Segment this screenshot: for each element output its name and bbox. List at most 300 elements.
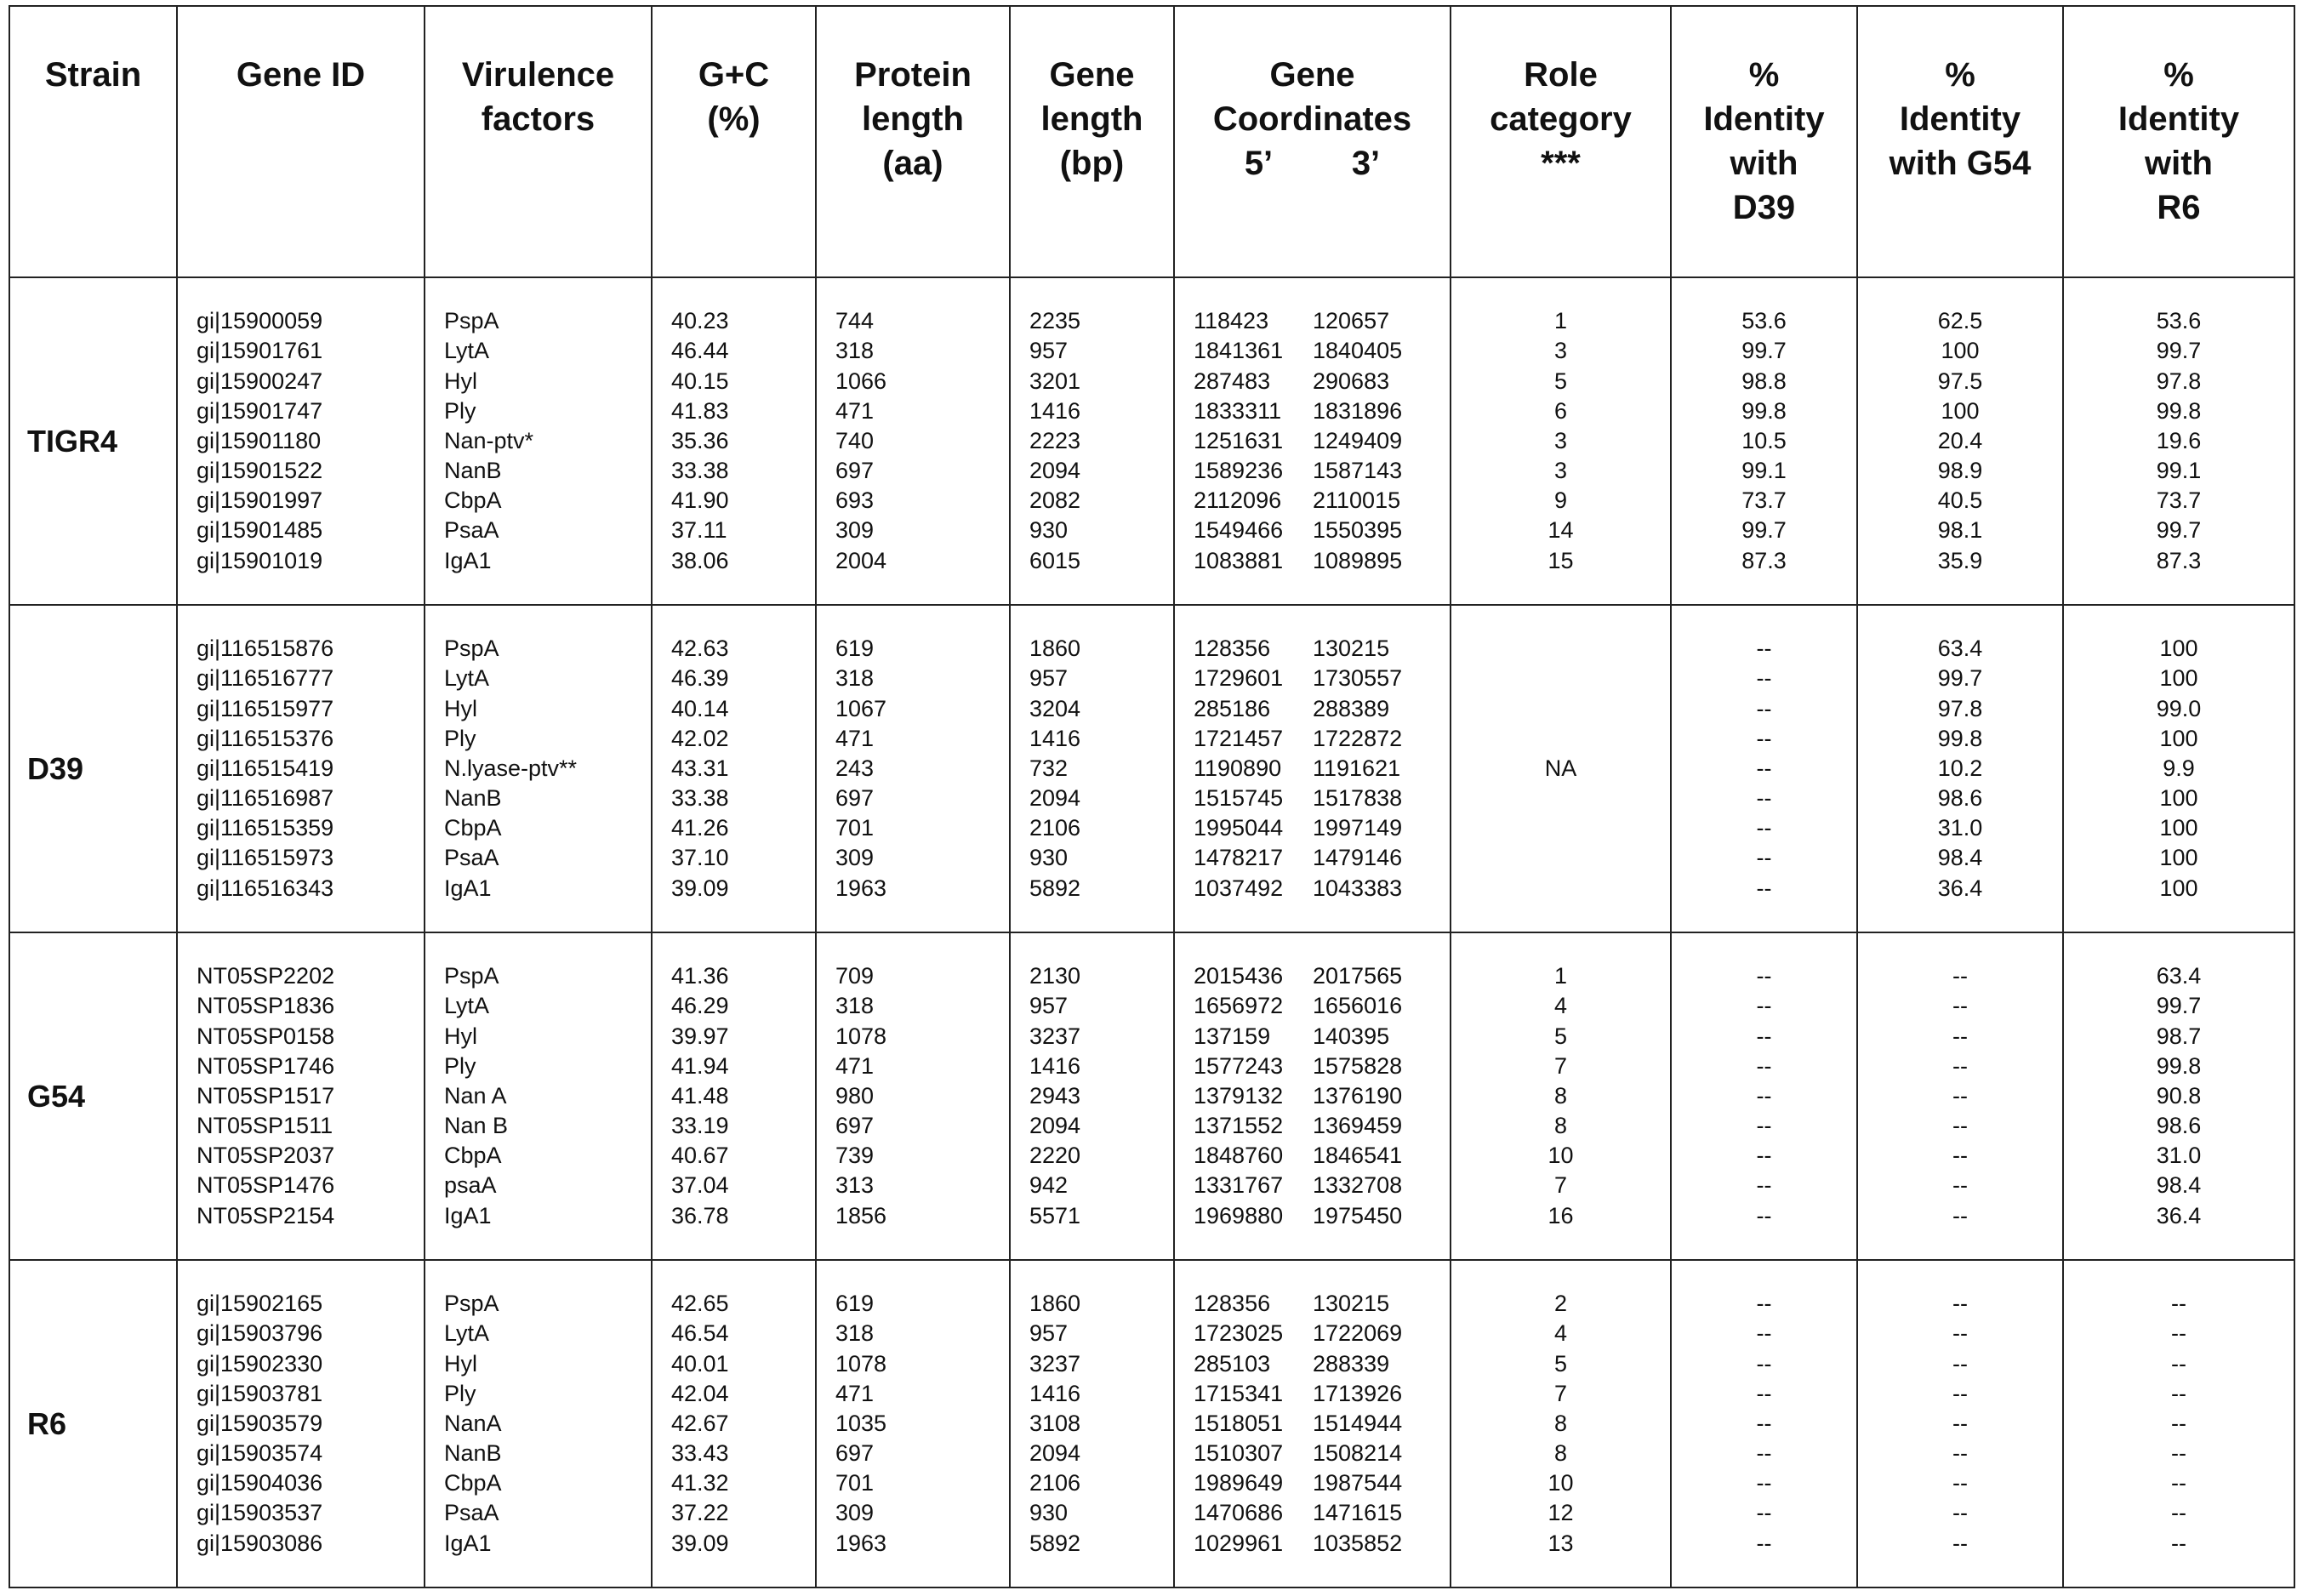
list-item: -- — [1756, 1500, 1772, 1526]
list-item: -- — [1952, 1113, 1968, 1139]
list-item: 2094 — [1029, 458, 1081, 484]
list-item: 97.5 — [1937, 368, 1983, 394]
list-item: 46.44 — [671, 338, 729, 364]
coordinate-3prime: 1587143 — [1313, 458, 1403, 484]
coordinate-3prime: 140395 — [1313, 1023, 1390, 1049]
col-header-virulence-factors: Virulence factors — [425, 6, 652, 277]
list-item: -- — [2171, 1291, 2186, 1317]
col-header-identity-d39: % Identity with D39 — [1671, 6, 1857, 277]
col-header-role-category: Role category *** — [1451, 6, 1671, 277]
coordinate-5prime: 1589236 — [1194, 458, 1284, 484]
list-item: 2223 — [1029, 427, 1081, 453]
list-item: 2220 — [1029, 1143, 1081, 1169]
list-item — [1194, 991, 1450, 1021]
list-item: 42.02 — [671, 725, 729, 751]
list-item: -- — [1952, 1350, 1968, 1377]
list-item: 3237 — [1029, 1350, 1081, 1377]
list-item — [1194, 1379, 1450, 1409]
list-item: Hyl — [444, 695, 477, 721]
coordinate-5prime: 1723025 — [1194, 1320, 1284, 1347]
coordinate-5prime: 1848760 — [1194, 1143, 1284, 1169]
coordinate-5prime: 1371552 — [1194, 1113, 1284, 1139]
gene-coordinates-cell — [1174, 1260, 1451, 1587]
list-item — [1194, 1141, 1450, 1171]
list-item: 1416 — [1029, 397, 1081, 424]
list-item — [1194, 1468, 1450, 1498]
list-item — [1451, 634, 1670, 664]
role-category-cell — [1451, 277, 1671, 605]
list-item: 1 — [1553, 308, 1568, 334]
list-item — [1194, 1319, 1450, 1348]
coordinate-5prime: 1037492 — [1194, 875, 1284, 901]
list-item: gi|15903574 — [197, 1440, 323, 1467]
list-item: 41.83 — [671, 397, 729, 424]
list-item: -- — [1952, 1082, 1968, 1109]
list-item: 98.4 — [2156, 1172, 2202, 1199]
list-item: 471 — [835, 1052, 875, 1079]
list-item: NT05SP1517 — [197, 1082, 335, 1109]
coordinate-3prime: 2017565 — [1313, 963, 1403, 989]
list-item: gi|15901180 — [197, 427, 322, 453]
list-item: 20.4 — [1937, 427, 1983, 453]
list-item: 1067 — [835, 695, 887, 721]
list-item: 99.7 — [2156, 338, 2202, 364]
coordinate-3prime: 288389 — [1313, 695, 1390, 721]
list-item: gi|116516343 — [197, 875, 334, 901]
list-item: 2235 — [1029, 308, 1081, 334]
list-item: 87.3 — [2156, 547, 2202, 573]
list-item: 12 — [1547, 1500, 1574, 1526]
list-item: 5 — [1553, 1350, 1568, 1377]
list-item: 5892 — [1029, 875, 1081, 901]
gc-cell — [652, 932, 816, 1260]
role-category-cell — [1451, 605, 1671, 932]
list-item: -- — [1756, 755, 1772, 781]
list-item: 99.1 — [2156, 458, 2202, 484]
list-item: 318 — [835, 338, 875, 364]
list-item: -- — [2171, 1440, 2186, 1467]
list-item: 35.9 — [1937, 547, 1983, 573]
list-item: 701 — [835, 1470, 875, 1496]
coordinate-5prime: 1251631 — [1194, 427, 1284, 453]
list-item: 709 — [835, 963, 875, 989]
list-item: -- — [1756, 815, 1772, 841]
coordinate-5prime: 285186 — [1194, 695, 1271, 721]
list-item: 957 — [1029, 338, 1069, 364]
list-item: 16 — [1547, 1202, 1574, 1228]
list-item — [1194, 546, 1450, 576]
col-header-identity-r6: % Identity with R6 — [2063, 6, 2294, 277]
list-item: 4 — [1553, 993, 1568, 1019]
list-item: 10 — [1547, 1143, 1574, 1169]
coordinate-5prime: 1029961 — [1194, 1530, 1284, 1556]
list-item: 98.4 — [1937, 845, 1983, 871]
list-item: 5571 — [1029, 1202, 1081, 1228]
list-item: 10.2 — [1937, 755, 1983, 781]
list-item — [1194, 1498, 1450, 1528]
list-item — [1194, 1439, 1450, 1468]
gc-cell — [652, 1260, 816, 1587]
list-item: 2094 — [1029, 1440, 1081, 1467]
list-item: 2094 — [1029, 785, 1081, 812]
list-item — [1194, 1289, 1450, 1319]
list-item: 38.06 — [671, 547, 729, 573]
list-item: 100 — [2159, 875, 2198, 901]
list-item — [1194, 634, 1450, 664]
coordinate-5prime: 1478217 — [1194, 845, 1284, 871]
list-item: -- — [1952, 1143, 1968, 1169]
list-item: gi|15903086 — [197, 1530, 323, 1556]
coordinate-3prime: 1831896 — [1313, 397, 1403, 424]
list-item: 41.32 — [671, 1470, 729, 1496]
list-item: 5 — [1553, 1023, 1568, 1049]
list-item: gi|15903579 — [197, 1410, 323, 1436]
list-item: -- — [1952, 1023, 1968, 1049]
list-item: -- — [1756, 1291, 1772, 1317]
list-item: -- — [1756, 993, 1772, 1019]
list-item: 98.7 — [2156, 1023, 2202, 1049]
list-item: 42.67 — [671, 1410, 729, 1436]
col-header-identity-g54: % Identity with G54 — [1857, 6, 2063, 277]
list-item: 19.6 — [2156, 427, 2202, 453]
coordinate-5prime: 1715341 — [1194, 1380, 1284, 1406]
strain-group-row — [9, 932, 2294, 1260]
strain-group-row — [9, 605, 2294, 932]
coordinate-3prime: 130215 — [1313, 636, 1390, 662]
list-item: -- — [1756, 1470, 1772, 1496]
list-item: 744 — [835, 308, 875, 334]
list-item: gi|116516777 — [197, 665, 334, 692]
list-item: 1963 — [835, 875, 887, 901]
coordinate-5prime: 1470686 — [1194, 1500, 1284, 1526]
list-item — [1451, 694, 1670, 724]
list-item: 309 — [835, 517, 875, 544]
list-item: 9.9 — [2163, 755, 2195, 781]
list-item: 33.38 — [671, 458, 729, 484]
list-item: NanB — [444, 1440, 502, 1467]
list-item: 33.43 — [671, 1440, 729, 1467]
coordinate-3prime: 1191621 — [1313, 755, 1401, 781]
coordinate-3prime: 1713926 — [1313, 1380, 1403, 1406]
list-item: 14 — [1547, 517, 1574, 544]
list-item: -- — [1756, 875, 1772, 901]
list-item: 697 — [835, 458, 875, 484]
list-item: gi|116515419 — [197, 755, 334, 781]
list-item: NanB — [444, 458, 502, 484]
list-item: 98.6 — [1937, 785, 1983, 812]
list-item: 97.8 — [2156, 368, 2202, 394]
list-item — [1194, 396, 1450, 426]
header-row — [9, 6, 2294, 277]
list-item: -- — [2171, 1530, 2186, 1556]
list-item: 701 — [835, 815, 875, 841]
list-item — [1194, 516, 1450, 545]
role-category-cell — [1451, 932, 1671, 1260]
gene-length-cell — [1010, 932, 1174, 1260]
list-item: -- — [1952, 1380, 1968, 1406]
list-item — [1194, 1081, 1450, 1111]
list-item — [1194, 724, 1450, 754]
list-item: NanB — [444, 785, 502, 812]
list-item: 1416 — [1029, 1380, 1081, 1406]
coordinate-5prime: 287483 — [1194, 368, 1271, 394]
list-item: Hyl — [444, 1350, 477, 1377]
list-item: 98.1 — [1937, 517, 1983, 544]
coordinate-3prime: 1997149 — [1313, 815, 1403, 841]
coordinate-3prime: 1840405 — [1313, 338, 1403, 364]
list-item: gi|15901761 — [197, 338, 323, 364]
list-item: PsaA — [444, 517, 499, 544]
list-item: -- — [1756, 1410, 1772, 1436]
list-item — [1194, 1111, 1450, 1141]
list-item: -- — [2171, 1500, 2186, 1526]
list-item: NA — [1544, 755, 1577, 781]
list-item: 99.0 — [2156, 695, 2202, 721]
list-item — [1194, 874, 1450, 903]
list-item: Nan-ptv* — [444, 427, 534, 453]
list-item: LytA — [444, 338, 490, 364]
list-item: IgA1 — [444, 1202, 492, 1228]
list-item — [1451, 664, 1670, 693]
list-item: -- — [2171, 1470, 2186, 1496]
list-item: 99.1 — [1741, 458, 1787, 484]
list-item: 930 — [1029, 517, 1069, 544]
list-item: 1860 — [1029, 636, 1081, 662]
list-item: -- — [1756, 1320, 1772, 1347]
coordinate-5prime: 1841361 — [1194, 338, 1284, 364]
list-item: gi|15902330 — [197, 1350, 323, 1377]
coordinate-5prime: 1515745 — [1194, 785, 1284, 812]
coordinate-5prime: 1729601 — [1194, 665, 1284, 692]
coordinate-3prime: 2110015 — [1313, 487, 1401, 514]
list-item: 957 — [1029, 665, 1069, 692]
list-item: IgA1 — [444, 875, 492, 901]
list-item: -- — [1756, 1380, 1772, 1406]
list-item: 63.4 — [2156, 963, 2202, 989]
list-item: gi|15901997 — [197, 487, 323, 514]
list-item: 13 — [1547, 1530, 1574, 1556]
list-item: 1078 — [835, 1023, 887, 1049]
list-item: 471 — [835, 397, 875, 424]
list-item: 39.97 — [671, 1023, 729, 1049]
gene-coordinates-cell — [1174, 605, 1451, 932]
coordinate-3prime: 1479146 — [1313, 845, 1403, 871]
list-item: 100 — [2159, 785, 2198, 812]
list-item: 2094 — [1029, 1113, 1081, 1139]
coordinate-3prime: 1369459 — [1313, 1113, 1403, 1139]
list-item: gi|15901485 — [197, 517, 323, 544]
coordinate-3prime: 1987544 — [1313, 1470, 1403, 1496]
list-item: 693 — [835, 487, 875, 514]
list-item: 318 — [835, 993, 875, 1019]
gene-length-cell — [1010, 1260, 1174, 1587]
list-item: 8 — [1553, 1082, 1568, 1109]
list-item: 37.11 — [671, 517, 727, 544]
list-item: 7 — [1553, 1052, 1568, 1079]
list-item: 36.78 — [671, 1202, 729, 1228]
list-item: 41.90 — [671, 487, 729, 514]
coordinate-3prime: 1517838 — [1313, 785, 1403, 812]
list-item: 53.6 — [1741, 308, 1787, 334]
virulence-factors-table — [9, 5, 2295, 1588]
list-item — [1451, 813, 1670, 843]
coordinate-3prime: 1722872 — [1313, 725, 1403, 751]
list-item — [1194, 426, 1450, 456]
list-item: 99.7 — [1741, 517, 1787, 544]
coordinate-5prime: 1833311 — [1194, 397, 1282, 424]
list-item: 99.7 — [2156, 993, 2202, 1019]
list-item: 97.8 — [1937, 695, 1983, 721]
list-item: 4 — [1553, 1320, 1568, 1347]
gene-length-cell — [1010, 605, 1174, 932]
gene-length-cell — [1010, 277, 1174, 605]
list-item: -- — [1952, 1291, 1968, 1317]
gene-id-cell — [177, 1260, 425, 1587]
identity-r6-cell — [2063, 605, 2294, 932]
list-item: 1078 — [835, 1350, 887, 1377]
list-item: IgA1 — [444, 1530, 492, 1556]
coordinate-5prime: 1656972 — [1194, 993, 1284, 1019]
list-item: 1 — [1553, 963, 1568, 989]
col-header-gc: G+C (%) — [652, 6, 816, 277]
list-item: 7 — [1553, 1380, 1568, 1406]
list-item: 42.65 — [671, 1291, 729, 1317]
list-item: -- — [1756, 963, 1772, 989]
list-item: 697 — [835, 785, 875, 812]
list-item: 1963 — [835, 1530, 887, 1556]
coordinate-3prime: 1332708 — [1313, 1172, 1403, 1199]
list-item: 697 — [835, 1440, 875, 1467]
gene-coordinates-cell — [1174, 932, 1451, 1260]
list-item — [1194, 784, 1450, 813]
col-header-gene-length: Gene length (bp) — [1010, 6, 1174, 277]
list-item: 740 — [835, 427, 875, 453]
list-item: LytA — [444, 665, 490, 692]
identity-g54-cell — [1857, 1260, 2063, 1587]
coordinate-5prime: 137159 — [1194, 1023, 1271, 1049]
list-item: 41.36 — [671, 963, 729, 989]
list-item: 930 — [1029, 845, 1069, 871]
list-item: Ply — [444, 1052, 476, 1079]
list-item — [1451, 724, 1670, 754]
list-item: PspA — [444, 1291, 499, 1317]
list-item — [1194, 1022, 1450, 1052]
list-item: 99.8 — [1741, 397, 1787, 424]
gene-coordinates-cell — [1174, 277, 1451, 605]
list-item: 100 — [1941, 397, 1980, 424]
list-item: -- — [1756, 1530, 1772, 1556]
list-item: 99.8 — [2156, 397, 2202, 424]
list-item: 5 — [1553, 368, 1568, 394]
list-item — [1194, 367, 1450, 396]
list-item: 33.19 — [671, 1113, 729, 1139]
coordinate-3prime: 1656016 — [1313, 993, 1403, 1019]
list-item: -- — [1952, 1500, 1968, 1526]
list-item: 2082 — [1029, 487, 1081, 514]
list-item: gi|15901522 — [197, 458, 323, 484]
list-item: NT05SP1511 — [197, 1113, 333, 1139]
list-item — [1194, 1171, 1450, 1200]
list-item: NT05SP0158 — [197, 1023, 335, 1049]
list-item: LytA — [444, 1320, 490, 1347]
list-item: -- — [1756, 1143, 1772, 1169]
list-item: 6 — [1553, 397, 1568, 424]
list-item: 10.5 — [1741, 427, 1787, 453]
list-item: IgA1 — [444, 547, 492, 573]
list-item: 73.7 — [2156, 487, 2202, 514]
coordinate-3prime: 290683 — [1313, 368, 1390, 394]
coordinate-5prime: 1577243 — [1194, 1052, 1284, 1079]
protein-length-cell — [816, 932, 1010, 1260]
list-item: 100 — [2159, 815, 2198, 841]
coordinate-3prime: 1471615 — [1313, 1500, 1403, 1526]
list-item: 37.04 — [671, 1172, 729, 1199]
list-item: Nan A — [444, 1082, 507, 1109]
list-item: gi|15900059 — [197, 308, 323, 334]
coordinate-3prime: 1846541 — [1313, 1143, 1403, 1169]
list-item: CbpA — [444, 815, 502, 841]
strain-cell: G54 — [9, 932, 177, 1260]
list-item: -- — [1756, 665, 1772, 692]
list-item: -- — [1952, 1172, 1968, 1199]
list-item: -- — [1952, 1530, 1968, 1556]
list-item: 619 — [835, 1291, 875, 1317]
list-item: 3 — [1553, 338, 1568, 364]
list-item: 99.7 — [1937, 665, 1983, 692]
coordinate-5prime: 1969880 — [1194, 1202, 1284, 1228]
list-item: 471 — [835, 1380, 875, 1406]
list-item: gi|116515376 — [197, 725, 334, 751]
coordinate-5prime: 128356 — [1194, 636, 1271, 662]
list-item: 40.15 — [671, 368, 729, 394]
list-item: PsaA — [444, 845, 499, 871]
list-item: 42.63 — [671, 636, 729, 662]
list-item: 100 — [1941, 338, 1980, 364]
list-item: -- — [1952, 1052, 1968, 1079]
coordinate-5prime: 2112096 — [1194, 487, 1282, 514]
identity-r6-cell — [2063, 932, 2294, 1260]
coordinate-3prime: 1376190 — [1313, 1082, 1403, 1109]
list-item: 313 — [835, 1172, 875, 1199]
list-item: 46.29 — [671, 993, 729, 1019]
list-item: 39.09 — [671, 1530, 729, 1556]
list-item: N.lyase-ptv** — [444, 755, 578, 781]
list-item: 3 — [1553, 427, 1568, 453]
list-item: 99.8 — [2156, 1052, 2202, 1079]
list-item: 7 — [1553, 1172, 1568, 1199]
coordinate-5prime: 1190890 — [1194, 755, 1282, 781]
list-item: gi|116515977 — [197, 695, 334, 721]
list-item — [1194, 961, 1450, 991]
list-item: 1035 — [835, 1410, 887, 1436]
list-item: 309 — [835, 1500, 875, 1526]
coordinate-5prime: 128356 — [1194, 1291, 1271, 1317]
list-item: 87.3 — [1741, 547, 1787, 573]
list-item: 100 — [2159, 845, 2198, 871]
list-item: -- — [2171, 1320, 2186, 1347]
coordinate-3prime: 1249409 — [1313, 427, 1403, 453]
gc-cell — [652, 605, 816, 932]
strain-group-row — [9, 277, 2294, 605]
list-item: PspA — [444, 636, 499, 662]
list-item: -- — [1952, 1320, 1968, 1347]
list-item: 40.5 — [1937, 487, 1983, 514]
list-item — [1194, 336, 1450, 366]
gene-id-cell — [177, 932, 425, 1260]
list-item — [1451, 843, 1670, 873]
coordinate-3prime: 1043383 — [1313, 875, 1403, 901]
list-item: 8 — [1553, 1440, 1568, 1467]
